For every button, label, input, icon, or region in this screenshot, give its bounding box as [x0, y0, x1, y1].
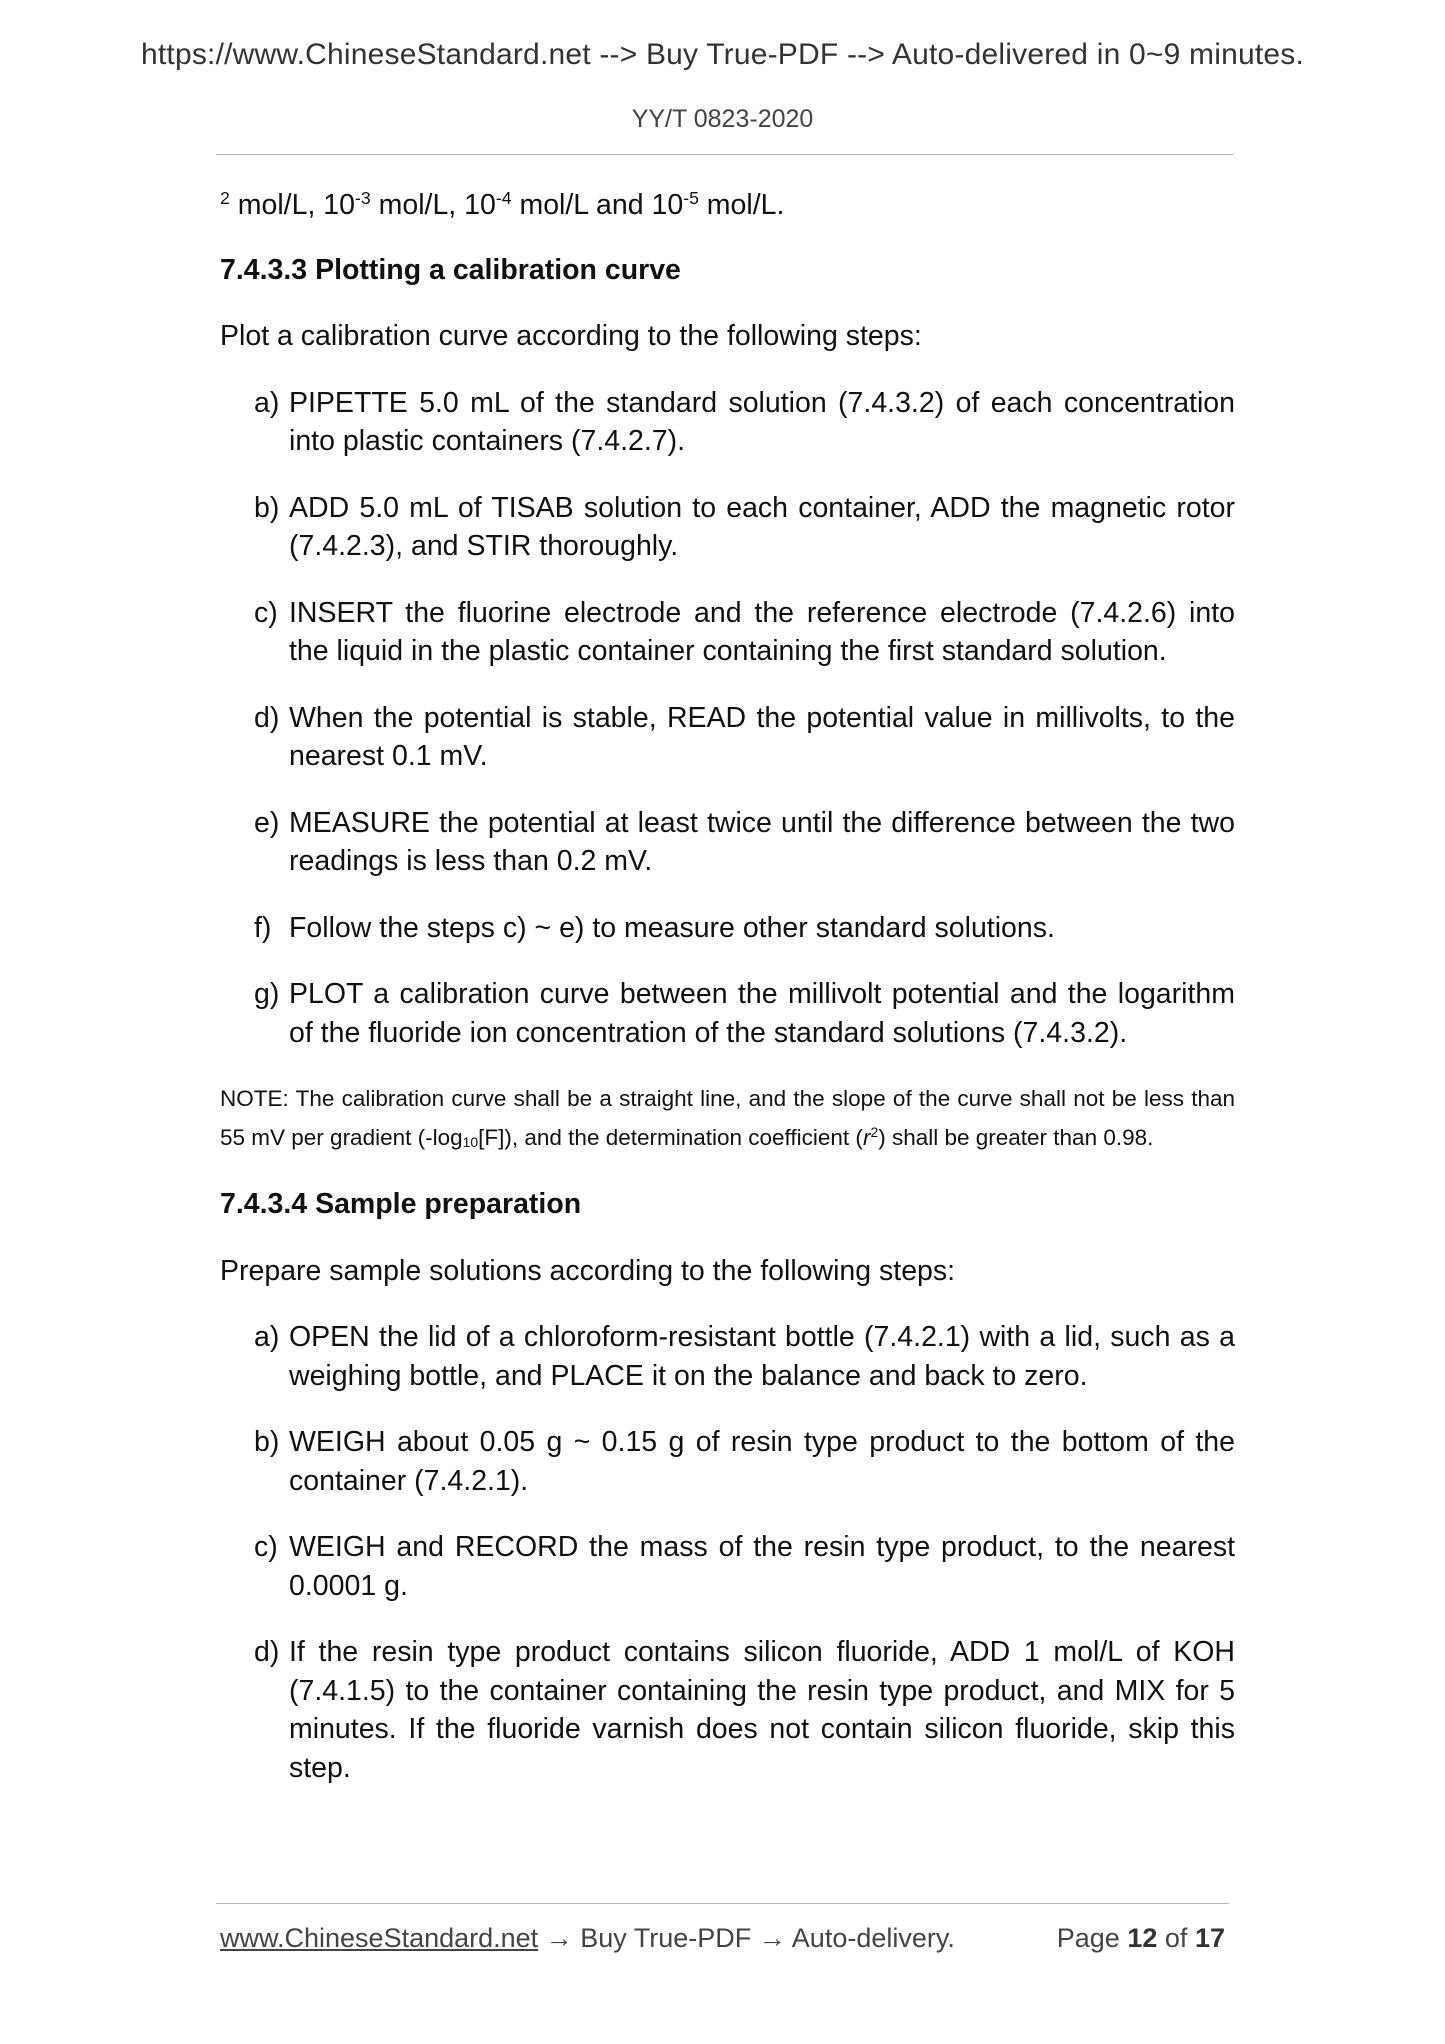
text-run: mol/L, 10 [370, 189, 496, 221]
continuation-line [220, 186, 1235, 225]
step-label: g) [254, 978, 280, 1010]
step-text: ADD 5.0 mL of TISAB solution to each container, ADD the magnetic rotor (7.4.2.3), and STIR thoroughly. [289, 491, 1235, 562]
step-text: PIPETTE 5.0 mL of the standard solution (7.4.3.2) of each concentration into plastic containers (7.4.2.7). [289, 386, 1235, 457]
section-heading-7-4-3-3: 7.4.3.3 Plotting a calibration curve [220, 253, 681, 286]
site-link[interactable]: www.ChineseStandard.net [220, 1923, 539, 1953]
list-item [254, 975, 1235, 1052]
standard-number: YY/T 0823-2020 [631, 105, 814, 133]
step-text: WEIGH about 0.05 g ~ 0.15 g of resin type product to the bottom of the container (7.4.2.1). [289, 1426, 1235, 1497]
arrow-right-icon: → [758, 1923, 786, 1953]
text-run: mol/L, 10 [229, 189, 355, 221]
footer-promo [220, 1923, 955, 1954]
step-label: b) [254, 491, 280, 524]
step-text: When the potential is stable, READ the potential value in millivolts, to the nearest 0.1 mV. [289, 701, 1235, 772]
step-text: If the resin type product contains silicon fluoride, ADD 1 mol/L of KOH (7.4.1.5) to the container containing the resin type product, and MIX for 5 minutes. If the fluoride varnish does not contain silicon fluoride, skip this step. [289, 1636, 1235, 1784]
buy-text: Buy True-PDF [580, 1923, 752, 1953]
step-text: OPEN the lid of a chloroform-resistant bottle (7.4.2.1) with a lid, such as a weighing bottle, and PLACE it on the balance and back to zero. [289, 1321, 1235, 1392]
superscript: -4 [495, 188, 512, 209]
step-text: MEASURE the potential at least twice until the difference between the two readings is less than 0.2 mV. [289, 806, 1235, 877]
italic-symbol: r [862, 1124, 871, 1150]
text-run: [F]), and the determination coefficient ( [478, 1124, 863, 1150]
step-label: d) [254, 701, 280, 734]
text-run: mol/L. [698, 189, 785, 221]
step-label: a) [254, 1321, 280, 1353]
text-run: ) shall be greater than 0.98. [878, 1124, 1154, 1150]
calibration-note [220, 1080, 1235, 1157]
list-item [254, 1528, 1235, 1605]
step-label: a) [254, 386, 280, 419]
superscript: 2 [220, 188, 230, 209]
sample-preparation-steps-list [220, 1318, 1235, 1787]
step-label: e) [254, 806, 280, 839]
footer-divider [216, 1903, 1229, 1904]
step-label: c) [254, 1531, 278, 1563]
section-heading-7-4-3-4: 7.4.3.4 Sample preparation [220, 1188, 582, 1220]
step-label: c) [254, 596, 278, 629]
step-label: d) [254, 1636, 280, 1668]
document-body [220, 186, 1235, 1815]
superscript: 2 [870, 1123, 879, 1140]
superscript: -5 [683, 188, 699, 209]
header-divider [216, 154, 1233, 155]
superscript: -3 [354, 188, 371, 209]
of-word: of [1164, 1923, 1188, 1953]
delivery-text: Auto-delivery. [791, 1923, 955, 1953]
list-item [254, 804, 1235, 881]
arrow-right-icon: → [545, 1923, 573, 1953]
page-number: 12 [1127, 1923, 1158, 1953]
list-item [254, 909, 1235, 948]
step-text: INSERT the fluorine electrode and the reference electrode (7.4.2.6) into the liquid in the plastic container containing the first standard solution. [289, 596, 1235, 667]
step-label: b) [254, 1426, 280, 1458]
page-word: Page [1056, 1923, 1120, 1953]
text-run: mol/L and 10 [511, 189, 684, 221]
subscript: 10 [462, 1134, 479, 1151]
step-label: f) [254, 911, 272, 944]
list-item [254, 699, 1235, 776]
list-item [254, 1423, 1235, 1500]
step-text: Follow the steps c) ~ e) to measure other standard solutions. [289, 911, 1055, 944]
list-item [254, 594, 1235, 671]
section-intro: Plot a calibration curve according to the following steps: [220, 320, 922, 352]
step-text: PLOT a calibration curve between the millivolt potential and the logarithm of the fluoride ion concentration of the standard solutions (7.4.3.2). [289, 978, 1235, 1049]
total-pages: 17 [1194, 1923, 1225, 1953]
text-run: NOTE: The calibration curve shall be a straight line, and the slope of the curve shall not be less than 55 mV per gradient (-log [220, 1086, 1235, 1150]
list-item [254, 489, 1235, 566]
section-intro: Prepare sample solutions according to the following steps: [220, 1254, 956, 1287]
calibration-steps-list [220, 384, 1235, 1053]
list-item [254, 1633, 1235, 1787]
page-indicator [1057, 1923, 1225, 1954]
list-item [254, 384, 1235, 461]
step-text: WEIGH and RECORD the mass of the resin type product, to the nearest 0.0001 g. [289, 1531, 1235, 1602]
list-item [254, 1318, 1235, 1395]
header-banner: https://www.ChineseStandard.net --> Buy True-PDF --> Auto-delivered in 0~9 minutes. [141, 38, 1304, 71]
